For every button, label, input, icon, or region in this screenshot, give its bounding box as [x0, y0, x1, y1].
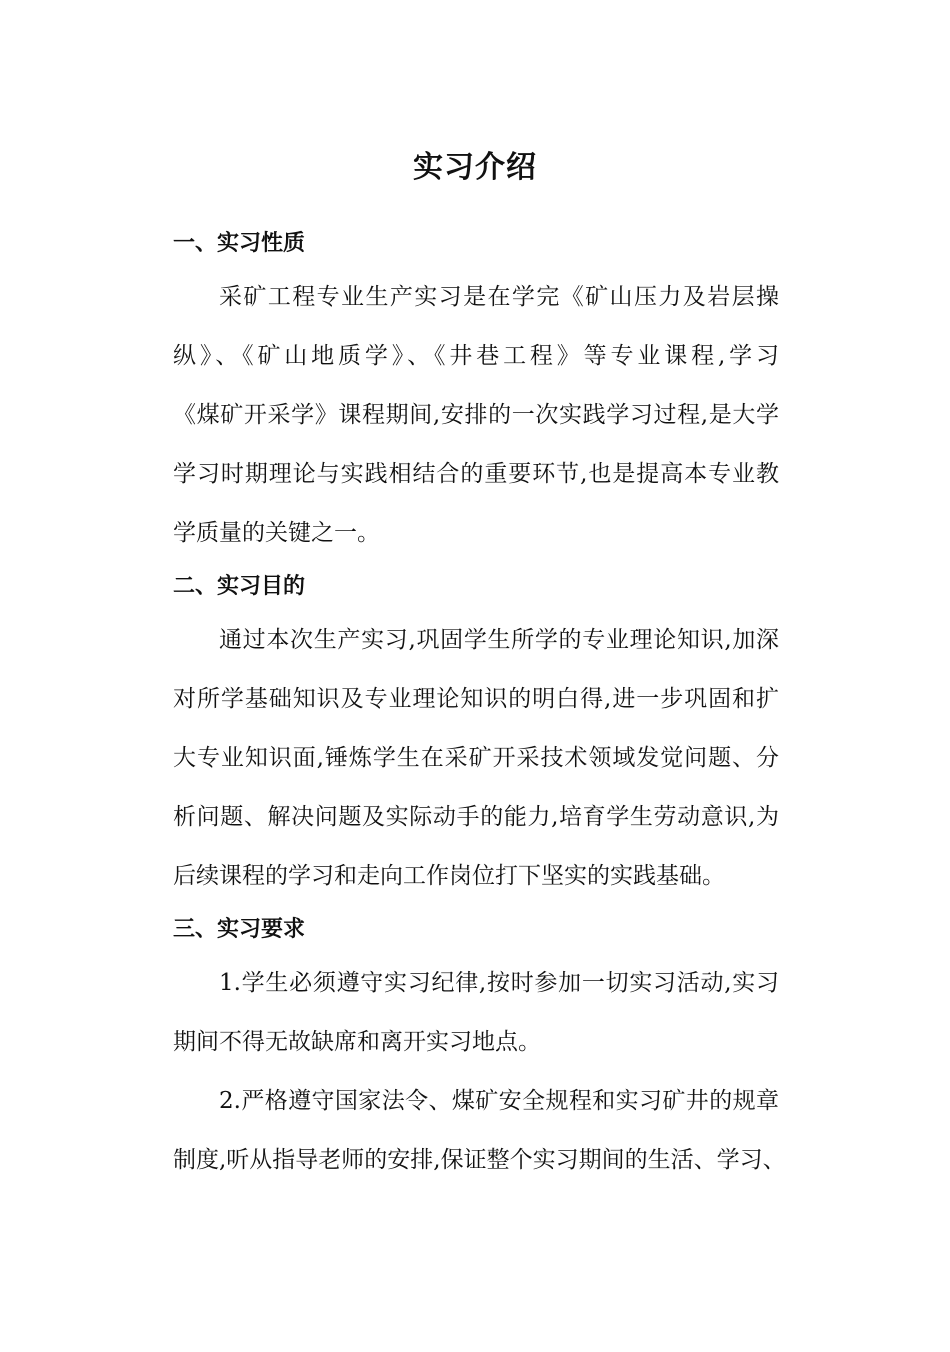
- document-body: [173, 220, 786, 1190]
- text-line: 纵》、《矿山地质学》、《井巷工程》等专业课程,学习: [173, 343, 779, 369]
- text-line: 1.学生必须遵守实习纪律,按时参加一切实习活动,实习: [219, 970, 779, 996]
- text-line: 期间不得无故缺席和离开实习地点。: [173, 1029, 541, 1055]
- text-line: 学习时期理论与实践相结合的重要环节,也是提高本专业教: [173, 461, 779, 487]
- text-line: 采矿工程专业生产实习是在学完《矿山压力及岩层操: [219, 284, 779, 310]
- text-line: 通过本次生产实习,巩固学生所学的专业理论知识,加深: [219, 627, 779, 653]
- text-line: 大专业知识面,锤炼学生在采矿开采技术领域发觉问题、分: [173, 745, 779, 771]
- text-line: 析问题、解决问题及实际动手的能力,培育学生劳动意识,为: [173, 804, 779, 830]
- text-line: 《煤矿开采学》课程期间,安排的一次实践学习过程,是大学: [173, 402, 779, 428]
- text-line: 制度,听从指导老师的安排,保证整个实习期间的生活、学习、: [173, 1147, 786, 1173]
- section-nature: [173, 220, 779, 563]
- text-line: 学质量的关键之一。: [173, 520, 380, 546]
- section-requirements: [173, 906, 786, 1190]
- section-heading: 二、实习目的: [173, 574, 306, 599]
- paragraph: [173, 268, 779, 563]
- paragraph: [173, 954, 779, 1072]
- paragraph: [173, 611, 779, 906]
- page-title: 实习介绍: [413, 150, 537, 185]
- section-purpose: [173, 563, 779, 906]
- text-line: 2.严格遵守国家法令、煤矿安全规程和实习矿井的规章: [219, 1088, 779, 1114]
- text-line: 后续课程的学习和走向工作岗位打下坚实的实践基础。: [173, 863, 725, 889]
- text-line: 对所学基础知识及专业理论知识的明白得,进一步巩固和扩: [173, 686, 779, 712]
- section-heading: 一、实习性质: [173, 231, 306, 256]
- paragraph: [173, 1072, 786, 1190]
- section-heading: 三、实习要求: [173, 917, 306, 942]
